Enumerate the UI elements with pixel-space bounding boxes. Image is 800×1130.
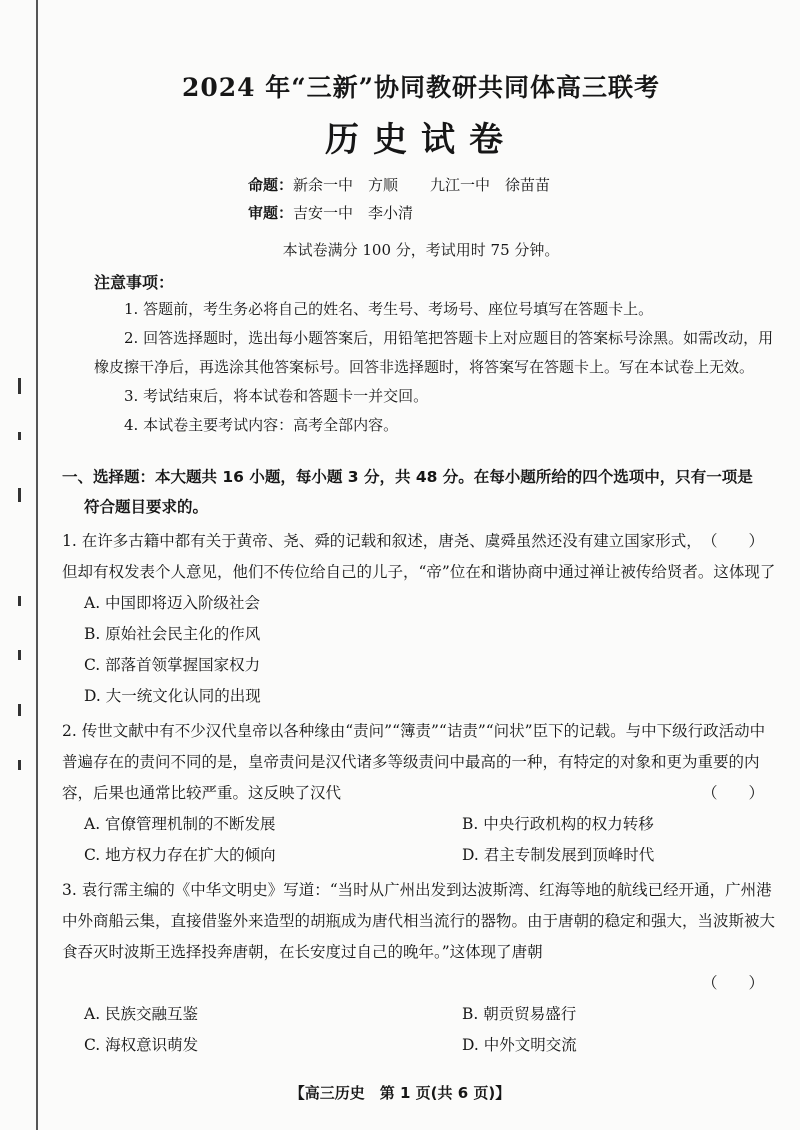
question-1 — [62, 526, 780, 588]
answer-paren: （ ） — [701, 974, 764, 992]
question-3 — [62, 875, 780, 999]
section-heading-line2: 符合题目要求的。 — [84, 498, 209, 516]
option-b: B. 朝贡贸易盛行 — [462, 1005, 577, 1023]
option-d: D. 君主专制发展到顶峰时代 — [462, 846, 655, 864]
reviewer-label: 审题： — [248, 204, 294, 222]
exam-page — [62, 68, 780, 1061]
question-stem: 2. 传世文献中有不少汉代皇帝以各种缘由“责问”“簿责”“诘责”“问状”臣下的记载。与中下级行政活动中普遍存在的责问不同的是，皇帝责问是汉代诸多等级责问中最高的一种，有特定的对象和更为重要的内容，后果也通常比较严重。这反映了汉代 — [62, 722, 766, 802]
option-d: D. 大一统文化认同的出现 — [84, 687, 261, 705]
option-d: D. 中外文明交流 — [462, 1036, 577, 1054]
binding-mark — [18, 760, 21, 770]
option-c: C. 地方权力存在扩大的倾向 — [84, 846, 276, 864]
binding-mark — [18, 378, 21, 394]
options-grid — [62, 999, 780, 1061]
note-item: 3. 考试结束后，将本试卷和答题卡一并交回。 — [124, 387, 429, 405]
exam-title: 2024 年“三新”协同教研共同体高三联考 — [181, 73, 661, 102]
subject-title: 历史试卷 — [325, 120, 517, 160]
answer-paren: （ ） — [701, 784, 764, 802]
binding-mark — [18, 432, 21, 440]
setter-label: 命题： — [248, 176, 294, 194]
credits — [248, 171, 780, 227]
option-c: C. 海权意识萌发 — [84, 1036, 199, 1054]
binding-mark — [18, 704, 21, 716]
note-item: 1. 答题前，考生务必将自己的姓名、考生号、考场号、座位号填写在答题卡上。 — [124, 300, 654, 318]
setter-1: 新余一中 方顺 — [293, 176, 399, 194]
options-grid — [62, 809, 780, 871]
section-heading-line1: 一、选择题：本大题共 16 小题，每小题 3 分，共 48 分。在每小题所给的四个选项中，只有一项是 — [62, 468, 753, 486]
binding-line — [36, 0, 38, 1130]
section-heading — [62, 462, 780, 522]
option-a: A. 中国即将迈入阶级社会 — [84, 594, 261, 612]
option-b: B. 原始社会民主化的作风 — [84, 625, 261, 643]
exam-info: 本试卷满分 100 分，考试用时 75 分钟。 — [282, 241, 560, 259]
answer-paren: （ ） — [701, 532, 764, 550]
reviewer-line — [248, 199, 780, 227]
note-item: 4. 本试卷主要考试内容：高考全部内容。 — [124, 416, 399, 434]
binding-mark — [18, 488, 21, 502]
question-stem: 3. 袁行霈主编的《中华文明史》写道：“当时从广州出发到达波斯湾、红海等地的航线已经开通，广州港中外商船云集，直接借鉴外来造型的胡瓶成为唐代相当流行的器物。由于唐朝的稳定和强大，当波斯被大食吞灭时波斯王选择投奔唐朝，在长安度过自己的晚年。”这体现了唐朝 — [62, 881, 776, 961]
setter-2: 九江一中 徐苗苗 — [430, 176, 551, 194]
binding-mark — [18, 596, 21, 606]
notes-title: 注意事项： — [94, 273, 175, 292]
option-b: B. 中央行政机构的权力转移 — [462, 815, 654, 833]
option-c: C. 部落首领掌握国家权力 — [84, 656, 261, 674]
setters-line — [248, 171, 780, 199]
option-a: A. 官僚管理机制的不断发展 — [84, 815, 276, 833]
notes-list — [94, 295, 780, 440]
question-stem: （ ） 1. 在许多古籍中都有关于黄帝、尧、舜的记载和叙述，唐尧、虞舜虽然还没有建立国家形式，但却有权发表个人意见，他们不传位给自己的儿子，“帝”位在和谐协商中通过禅让被传给贤者。这体现了 — [62, 526, 780, 588]
binding-mark — [18, 650, 21, 660]
question-2 — [62, 716, 780, 809]
reviewer: 吉安一中 李小清 — [293, 204, 414, 222]
page-footer: 【高三历史 第 1 页(共 6 页)】 — [289, 1084, 511, 1102]
note-item: 2. 回答选择题时，选出每小题答案后，用铅笔把答题卡上对应题目的答案标号涂黑。如需改动，用橡皮擦干净后，再选涂其他答案标号。回答非选择题时，将答案写在答题卡上。写在本试卷上无效。 — [94, 329, 774, 376]
option-a: A. 民族交融互鉴 — [84, 1005, 199, 1023]
